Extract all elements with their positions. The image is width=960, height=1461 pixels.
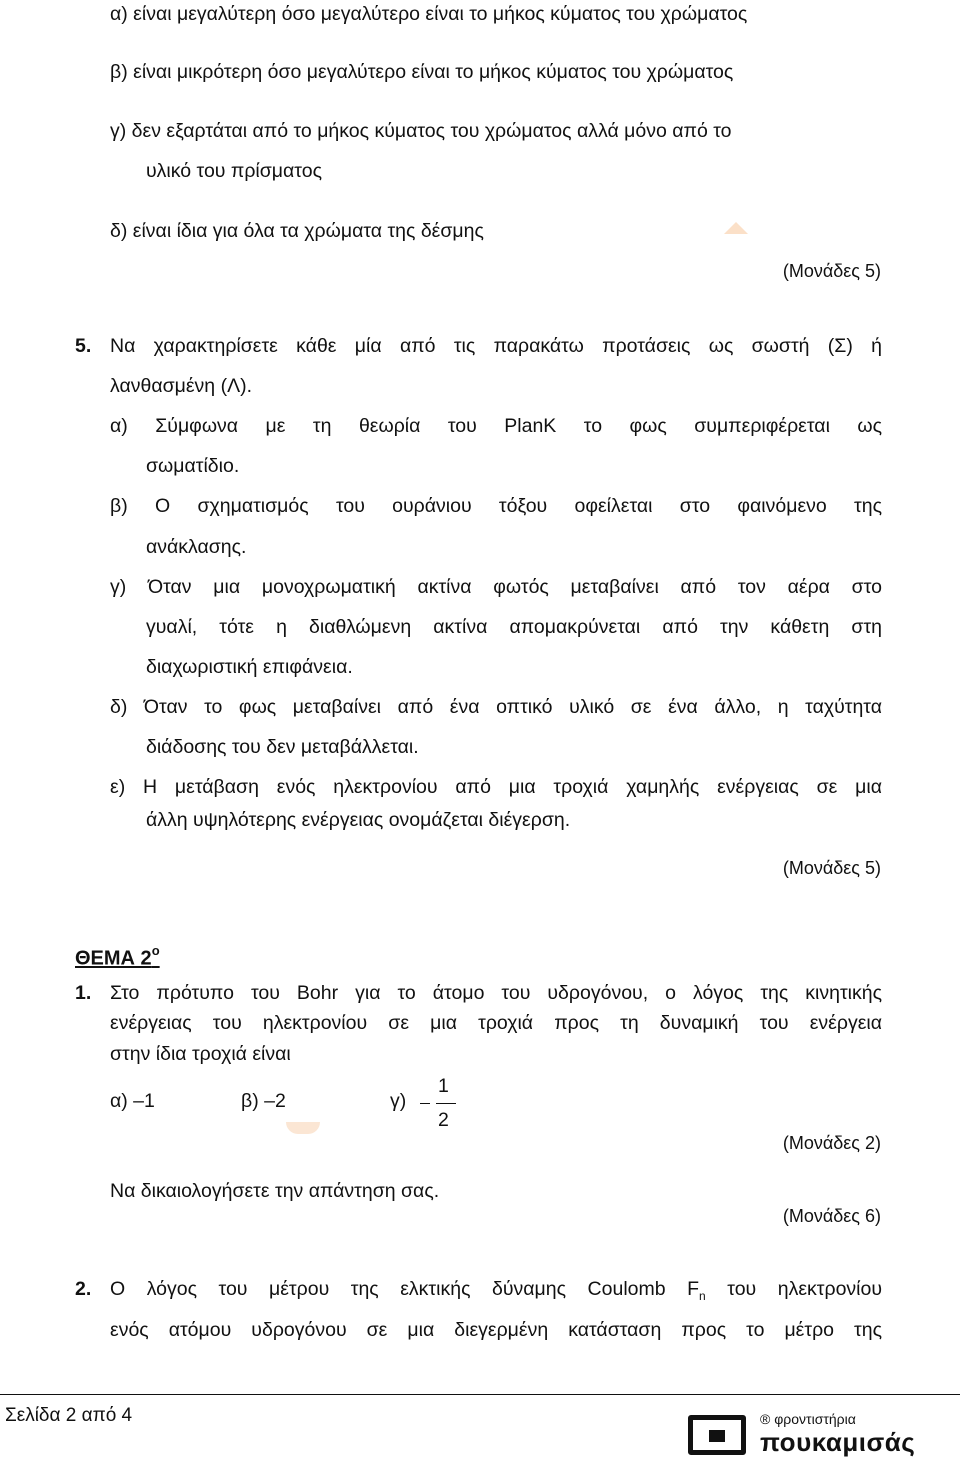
t2q1-option-c: γ) [390, 1090, 407, 1112]
q5-stem: Να χαρακτηρίσετε κάθε μία από τις παρακάτω προτάσεις ως σωστή (Σ) ή [110, 335, 882, 357]
q5-statement-a-cont: σωματίδιο. [146, 455, 240, 477]
fraction [418, 1075, 474, 1135]
t2q1-option-a: α) –1 [110, 1090, 155, 1112]
brand-logo [688, 1411, 943, 1461]
logo-icon [688, 1415, 746, 1455]
q4-marks: (Μονάδες 5) [782, 261, 881, 281]
q5-statement-b-cont: ανάκλασης. [146, 536, 247, 558]
fraction-denominator: 2 [438, 1109, 449, 1131]
q5-statement-c-cont2: διαχωριστική επιφάνεια. [146, 656, 353, 678]
q5-stem-cont: λανθασμένη (Λ). [110, 375, 253, 397]
q5-statement-d-cont: διάδοσης του δεν μεταβάλλεται. [146, 736, 419, 758]
q4-option-a: α) είναι μεγαλύτερη όσο μεγαλύτερο είναι το μήκος κύματος του χρώματος [110, 3, 748, 25]
q5-statement-c: γ) Όταν μια μονοχρωματική ακτίνα φωτός μεταβαίνει από τον αέρα στο [110, 576, 882, 598]
footer-divider [0, 1394, 960, 1395]
q4-option-b: β) είναι μικρότερη όσο μεγαλύτερο είναι το μήκος κύματος του χρώματος [110, 61, 734, 83]
page-number: Σελίδα 2 από 4 [5, 1405, 133, 1426]
q4-option-c-cont: υλικό του πρίσματος [146, 160, 322, 182]
section-heading: ΘΕΜΑ $2^o$ [75, 943, 160, 970]
q5-statement-b: β) Ο σχηματισμός του ουράνιου τόξου οφείλεται στο φαινόμενο της [110, 495, 882, 517]
t2q1-stem-cont2: στην ίδια τροχιά είναι [110, 1043, 291, 1065]
fraction-numerator: 1 [438, 1075, 449, 1097]
t2q1-option-b: β) –2 [241, 1090, 286, 1112]
minus-sign [420, 1103, 430, 1104]
t2q2-stem-cont: ενός ατόμου υδρογόνου σε μια διεγερμένη κατάσταση προς το μέτρο της [110, 1319, 882, 1341]
logo-wordmark: πουκαμισάς [760, 1427, 916, 1457]
q4-option-d: δ) είναι ίδια για όλα τα χρώματα της δέσμης [110, 220, 484, 242]
watermark-fragment [724, 222, 748, 234]
q5-statement-c-cont: γυαλί, τότε η διαθλώμενη ακτίνα απομακρύνεται από την κάθετη στη [146, 616, 882, 638]
q5-statement-a: α) Σύμφωνα με τη θεωρία του PlanK το φως συμπεριφέρεται ως [110, 415, 882, 437]
t2q2-number: 2. [75, 1278, 92, 1300]
q5-marks: (Μονάδες 5) [782, 858, 881, 878]
t2q1-justify-marks: (Μονάδες 6) [782, 1206, 881, 1226]
t2q1-number: 1. [75, 982, 92, 1004]
t2q1-marks: (Μονάδες 2) [782, 1133, 881, 1153]
t2q1-stem-cont: ενέργειας του ηλεκτρονίου σε μια τροχιά προς τη δυναμική του ενέργεια [110, 1012, 882, 1034]
t2q1-justify: Να δικαιολογήσετε την απάντηση σας. [110, 1180, 440, 1202]
q5-statement-e-cont: άλλη υψηλότερης ενέργειας ονομάζεται διέγερση. [146, 809, 571, 831]
q5-statement-e: ε) Η μετάβαση ενός ηλεκτρονίου από μια τροχιά χαμηλής ενέργειας σε μια [110, 776, 882, 798]
q5-number: 5. [75, 335, 92, 357]
t2q2-stem: Ο λόγος του μέτρου της ελκτικής δύναμης Coulomb $F_n$ του ηλεκτρονίου [110, 1278, 883, 1303]
watermark-fragment [286, 1122, 320, 1134]
fraction-bar [436, 1103, 456, 1104]
q5-statement-d: δ) Όταν το φως μεταβαίνει από ένα οπτικό υλικό σε ένα άλλο, η ταχύτητα [110, 696, 882, 718]
q4-option-c: γ) δεν εξαρτάται από το μήκος κύματος του χρώματος αλλά μόνο από το [110, 120, 732, 142]
t2q1-stem: Στο πρότυπο του Bohr για το άτομο του υδρογόνου, ο λόγος της κινητικής [110, 982, 882, 1004]
logo-tagline: ® φροντιστήρια [760, 1411, 856, 1427]
